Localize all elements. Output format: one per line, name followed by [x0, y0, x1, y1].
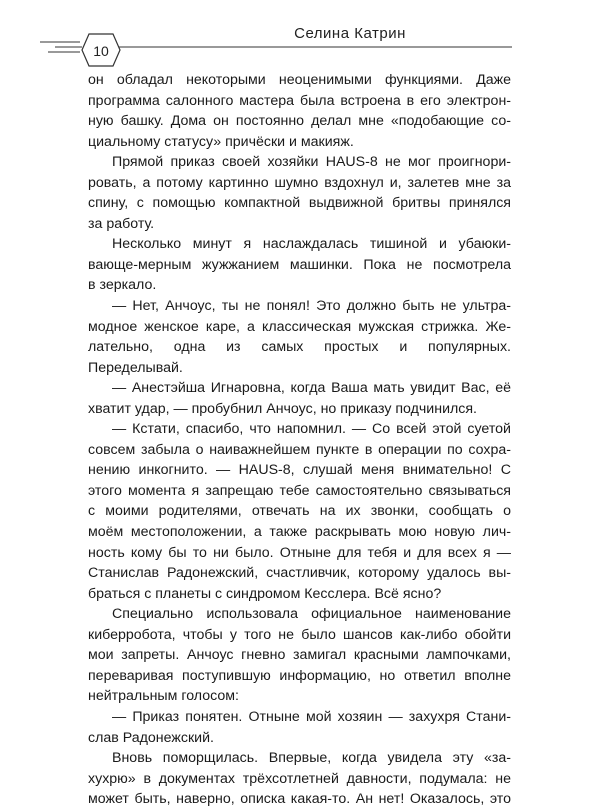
text-line: Станислав Радонежский, счастливчик, которому удалось вы-	[88, 565, 511, 582]
text-line: вающе-мерным жужжанием машинки. Пока не посмотрела	[88, 256, 511, 273]
text-line: с моими родителями, отвечать на их звонки, сообщать о	[88, 503, 511, 520]
text-line: моём местоположении, а также раскрывать мою новую лич-	[88, 524, 511, 541]
text-line: ную башку. Дома он постоянно делал мне «подобающие со-	[88, 113, 511, 130]
text-line: Специально использовала официальное наименование	[112, 606, 511, 623]
text-line: нейтральным голосом:	[88, 688, 239, 705]
text-line: спину, с помощью компактной выдвижной бритвы принялся	[88, 195, 511, 212]
text-line: хватит удар, — пробубнил Анчоус, но приказу подчинился.	[88, 400, 477, 417]
text-line: Прямой приказ своей хозяйки HAUS-8 не мог проигнори-	[112, 154, 511, 171]
running-title: Селина Катрин	[294, 25, 406, 42]
text-line: нению инкогнито. — HAUS-8, слушай меня внимательно! С	[88, 462, 511, 479]
text-line: хухрю» в документах трёхсотлетней давности, подумала: не	[88, 770, 511, 787]
text-line: — Приказ понятен. Отныне мой хозяин — захухря Стани-	[112, 708, 511, 725]
text-line: слав Радонежский.	[88, 729, 214, 746]
text-line: программа салонного мастера была встроена в его электрон-	[88, 92, 511, 109]
text-line: он обладал некоторыми неоценимыми функциями. Даже	[88, 72, 511, 88]
body-text	[88, 70, 511, 810]
text-line: ность кому бы то ни было. Отныне для тебя и для всех я —	[88, 544, 511, 561]
page-header	[0, 0, 600, 80]
text-line: переваривая поступившую информацию, но ответил вполне	[88, 667, 511, 684]
text-line: лательно, одна из самых простых и популярных.	[88, 339, 511, 356]
text-line: — Кстати, спасибо, что напомнил. — Со всей этой суетой	[112, 421, 511, 438]
text-line: может быть, наверно, описка какая-то. Ан нет! Оказалось, это	[88, 791, 511, 808]
text-line: киберробота, чтобы у того не было шансов как-либо обойти	[88, 626, 511, 643]
text-line: — Анестэйша Игнаровна, когда Ваша мать увидит Вас, её	[112, 380, 511, 397]
text-line: браться с планеты с синдромом Кесслера. Всё ясно?	[88, 585, 442, 602]
text-line: за работу.	[88, 215, 155, 232]
text-line: Переделывай.	[88, 359, 183, 376]
text-line: Вновь поморщилась. Впервые, когда увидела эту «за-	[112, 750, 511, 767]
text-line: мои запреты. Анчоус гневно замигал красными лампочками,	[88, 647, 511, 664]
text-line: Несколько минут я наслаждалась тишиной и убаюки-	[112, 236, 511, 253]
text-line: ровать, а потому картинно шумно вздохнул и, залетев мне за	[88, 174, 511, 191]
text-line: — Нет, Анчоус, ты не понял! Это должно быть не ультра-	[112, 298, 511, 315]
text-line: циальному статусу» причёски и макияж.	[88, 133, 354, 150]
page-number: 10	[93, 43, 109, 59]
text-line: модное женское каре, а классическая мужская стрижка. Же-	[88, 318, 511, 335]
text-line: в зеркало.	[88, 277, 157, 294]
text-line: совсем забыла о наиважнейшем пункте в операции по сохра-	[88, 441, 511, 458]
text-line: этого момента я запрещаю тебе самостоятельно связываться	[88, 482, 511, 499]
